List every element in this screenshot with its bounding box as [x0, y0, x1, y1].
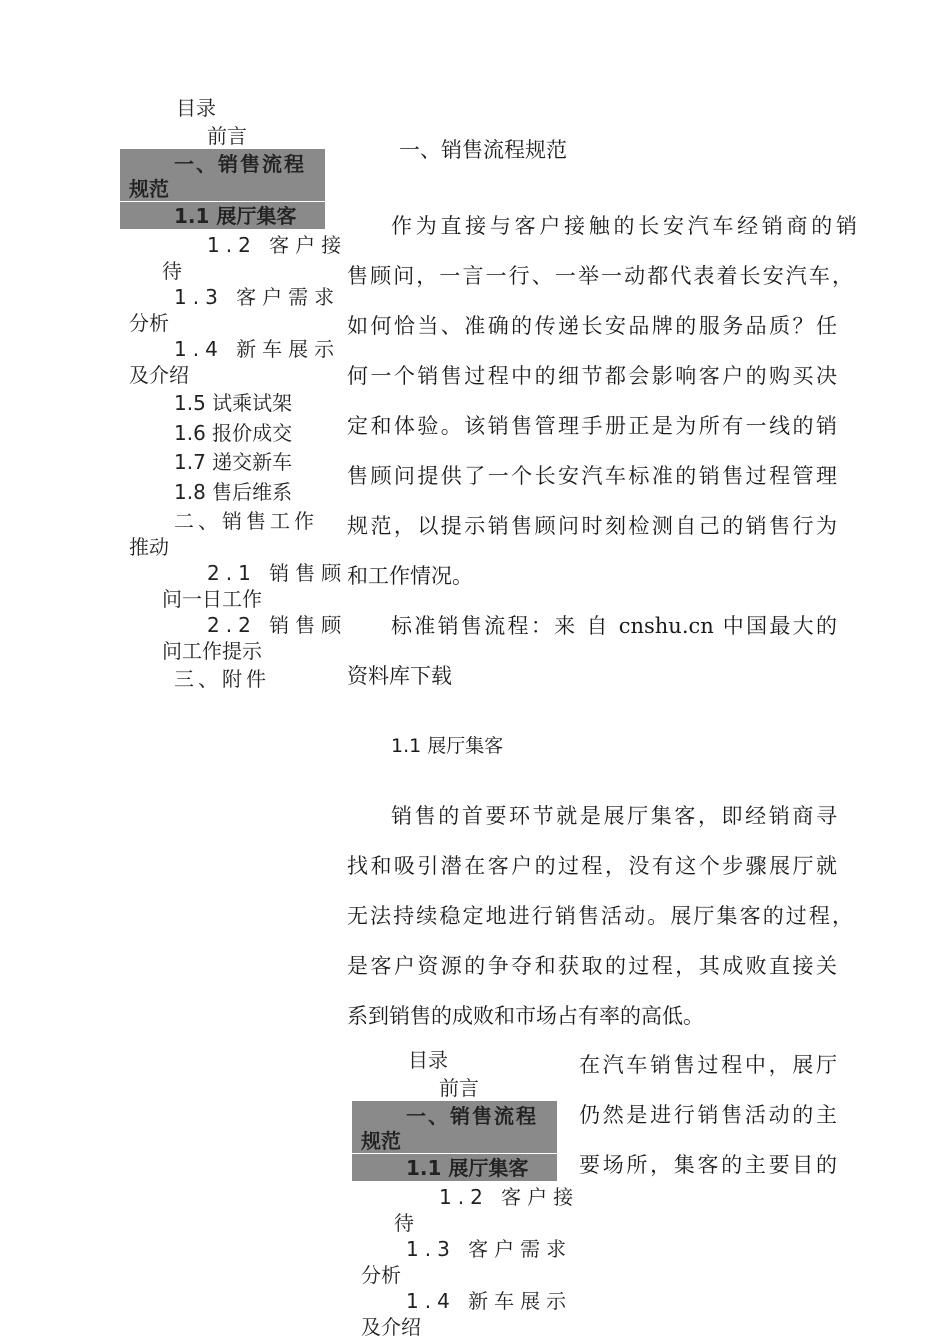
toc-embedded	[352, 1044, 580, 1344]
toc-item-2-1-line2[interactable]: 问一日工作	[162, 587, 262, 611]
paragraph-line: 无法持续稳定地进行销售活动。展厅集客的过程，	[347, 904, 853, 928]
toc-section2-line2[interactable]: 推动	[129, 535, 169, 559]
paragraph-line: 售顾问提供了一个长安汽车标准的销售过程管理	[347, 464, 837, 488]
paragraph-line: 系到销售的成败和市场占有率的高低。	[347, 1004, 704, 1028]
toc-item-1-1[interactable]: 1.1 展厅集客	[406, 1156, 529, 1180]
paragraph-line: 何一个销售过程中的细节都会影响客户的购买决	[347, 364, 837, 388]
toc-section2-line1[interactable]: 二、销售工作	[174, 509, 318, 533]
toc-item-1-4-line1[interactable]: 1.4 新车展示	[406, 1289, 573, 1313]
paragraph-line: 售顾问，一言一行、一举一动都代表着长安汽车，	[347, 264, 853, 288]
toc-item-1-6[interactable]: 1.6 报价成交	[174, 421, 293, 445]
toc-item-1-1[interactable]: 1.1 展厅集客	[174, 204, 297, 228]
toc-item-1-2-line1[interactable]: 1.2 客户接	[439, 1185, 580, 1209]
subsection-heading: 1.1 展厅集客	[391, 735, 504, 757]
paragraph-line: 要场所，集客的主要目的	[579, 1153, 837, 1177]
paragraph-line: 和工作情况。	[347, 564, 473, 588]
toc-item-1-3-line2[interactable]: 分析	[361, 1263, 401, 1287]
paragraph-line: 标准销售流程：来 自 cnshu.cn 中国最大的	[391, 614, 837, 638]
toc-item-1-2-line1[interactable]: 1.2 客户接	[207, 233, 348, 257]
toc-title[interactable]: 目录	[408, 1048, 448, 1072]
toc-item-2-1-line1[interactable]: 2.1 销售顾	[207, 561, 348, 585]
toc-item-1-3-line1[interactable]: 1.3 客户需求	[406, 1237, 573, 1261]
paragraph-line: 找和吸引潜在客户的过程，没有这个步骤展厅就	[347, 854, 837, 878]
toc-title[interactable]: 目录	[176, 96, 216, 120]
toc-item-1-4-line2[interactable]: 及介绍	[129, 363, 189, 387]
toc-item-1-7[interactable]: 1.7 递交新车	[174, 450, 293, 474]
toc-preface[interactable]: 前言	[207, 124, 247, 148]
toc-section1-line1[interactable]: 一、销售流程	[406, 1104, 538, 1128]
paragraph-line: 销售的首要环节就是展厅集客，即经销商寻	[391, 804, 837, 828]
paragraph-line: 如何恰当、准确的传递长安品牌的服务品质？任	[347, 314, 837, 338]
toc-section1-line2[interactable]: 规范	[361, 1129, 401, 1153]
toc-item-1-2-line2[interactable]: 待	[394, 1211, 414, 1235]
toc-section1-line1[interactable]: 一、销售流程	[174, 152, 306, 176]
paragraph-line: 定和体验。该销售管理手册正是为所有一线的销	[347, 414, 837, 438]
toc-item-1-3-line2[interactable]: 分析	[129, 311, 169, 335]
toc-item-2-2-line2[interactable]: 问工作提示	[162, 639, 262, 663]
toc-preface[interactable]: 前言	[439, 1076, 479, 1100]
paragraph-line: 作为直接与客户接触的长安汽车经销商的销	[391, 214, 857, 238]
toc-item-1-2-line2[interactable]: 待	[162, 259, 182, 283]
paragraph-line: 资料库下载	[347, 664, 452, 688]
section-heading: 一、销售流程规范	[399, 138, 567, 162]
toc-section3[interactable]: 三、附件	[174, 667, 270, 691]
toc-sidebar	[120, 92, 348, 702]
toc-item-1-4-line1[interactable]: 1.4 新车展示	[174, 337, 341, 361]
paragraph-line: 是客户资源的争夺和获取的过程，其成败直接关	[347, 954, 837, 978]
toc-item-2-2-line1[interactable]: 2.2 销售顾	[207, 613, 348, 637]
toc-item-1-5[interactable]: 1.5 试乘试架	[174, 391, 293, 415]
toc-item-1-3-line1[interactable]: 1.3 客户需求	[174, 285, 341, 309]
paragraph-line: 在汽车销售过程中，展厅	[579, 1053, 837, 1077]
paragraph-line: 仍然是进行销售活动的主	[579, 1103, 837, 1127]
toc-item-1-4-line2[interactable]: 及介绍	[361, 1315, 421, 1339]
toc-section1-line2[interactable]: 规范	[129, 177, 169, 201]
paragraph-line: 规范，以提示销售顾问时刻检测自己的销售行为	[347, 514, 837, 538]
toc-item-1-8[interactable]: 1.8 售后维系	[174, 480, 293, 504]
